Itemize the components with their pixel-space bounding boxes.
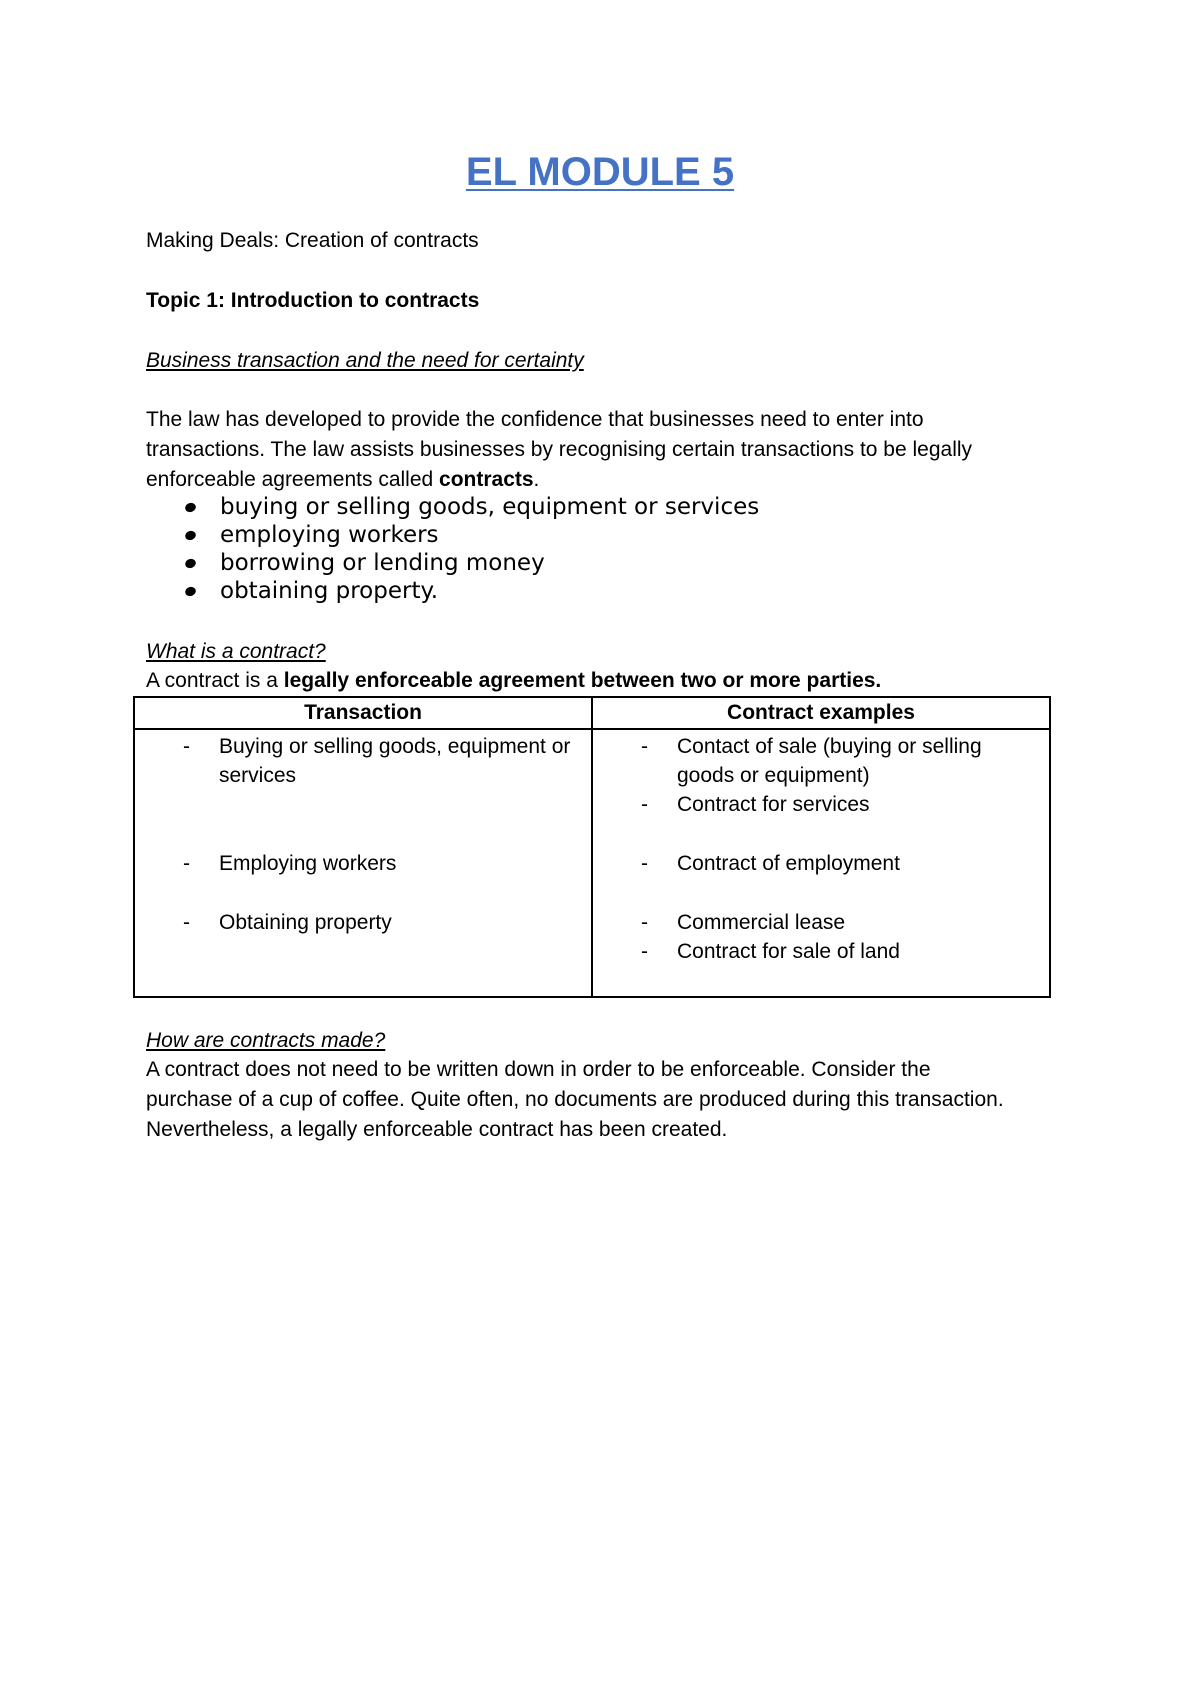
closing-line-3: Nevertheless, a legally enforceable contract has been created.	[146, 1118, 728, 1141]
bullet-text: buying or selling goods, equipment or services	[220, 494, 760, 520]
bullet-text: employing workers	[220, 522, 439, 548]
transaction-cell	[134, 729, 592, 997]
contracts-term: contracts	[439, 468, 534, 491]
intro-line-3-text: enforceable agreements called	[146, 468, 440, 491]
dash-icon: -	[183, 852, 190, 875]
closing-line-1: A contract does not need to be written down in order to be enforceable. Consider the	[146, 1058, 931, 1081]
dash-icon: -	[641, 735, 648, 758]
contracts-table	[133, 696, 1051, 998]
intro-line-3	[146, 465, 1086, 495]
table-row	[134, 729, 1050, 997]
section-heading-how-made: How are contracts made?	[146, 1029, 386, 1052]
list-item	[593, 908, 1049, 937]
dash-icon: -	[641, 852, 648, 875]
transaction-text: Obtaining property	[219, 911, 392, 934]
dash-icon: -	[641, 793, 648, 816]
header-contract-examples: Contract examples	[592, 697, 1050, 729]
closing-paragraph	[146, 1055, 1086, 1145]
bullet-icon	[184, 585, 197, 597]
dash-icon: -	[641, 940, 648, 963]
closing-line-2: purchase of a cup of coffee. Quite often, no documents are produced during this transaction.	[146, 1088, 1004, 1111]
intro-line-3-period: .	[533, 468, 540, 491]
list-item	[146, 521, 759, 549]
definition-bold: legally enforceable agreement between two or more parties.	[283, 669, 882, 692]
section-heading-certainty: Business transaction and the need for certainty	[146, 349, 584, 372]
list-item	[593, 790, 1049, 819]
transaction-bullet-list	[146, 493, 759, 605]
example-text: Commercial lease	[677, 911, 846, 934]
bullet-text: obtaining property.	[220, 578, 439, 604]
list-item	[593, 937, 1049, 966]
header-transaction: Transaction	[134, 697, 592, 729]
contract-definition	[146, 666, 1066, 696]
dash-icon: -	[183, 911, 190, 934]
example-text: Contract of employment	[677, 852, 900, 875]
transaction-text: Buying or selling goods, equipment or services	[219, 735, 571, 787]
list-item	[593, 849, 1049, 878]
transaction-text: Employing workers	[219, 852, 397, 875]
list-item	[146, 493, 759, 521]
example-text: Contract for sale of land	[677, 940, 900, 963]
list-item	[146, 549, 759, 577]
list-item	[593, 732, 1049, 790]
topic-heading: Topic 1: Introduction to contracts	[146, 289, 480, 312]
table-header-row	[134, 697, 1050, 729]
definition-prefix: A contract is a	[146, 669, 284, 692]
intro-line-2: transactions. The law assists businesses by recognising certain transactions to be legally	[146, 438, 973, 461]
list-item	[135, 908, 591, 937]
intro-paragraph	[146, 405, 1086, 495]
bullet-icon	[184, 557, 197, 569]
example-text: Contract for services	[677, 793, 870, 816]
bullet-icon	[184, 529, 197, 541]
bullet-text: borrowing or lending money	[220, 550, 545, 576]
subtitle: Making Deals: Creation of contracts	[146, 229, 479, 252]
contract-examples-cell	[592, 729, 1050, 997]
dash-icon: -	[183, 735, 190, 758]
document-title: EL MODULE 5	[465, 150, 735, 194]
list-item	[135, 849, 591, 878]
intro-line-1: The law has developed to provide the confidence that businesses need to enter into	[146, 408, 924, 431]
dash-icon: -	[641, 911, 648, 934]
list-item	[146, 577, 759, 605]
list-item	[135, 732, 591, 790]
section-heading-what-is-contract: What is a contract?	[146, 640, 326, 663]
example-text: Contact of sale (buying or selling goods or equipment)	[677, 735, 982, 787]
bullet-icon	[184, 501, 197, 513]
